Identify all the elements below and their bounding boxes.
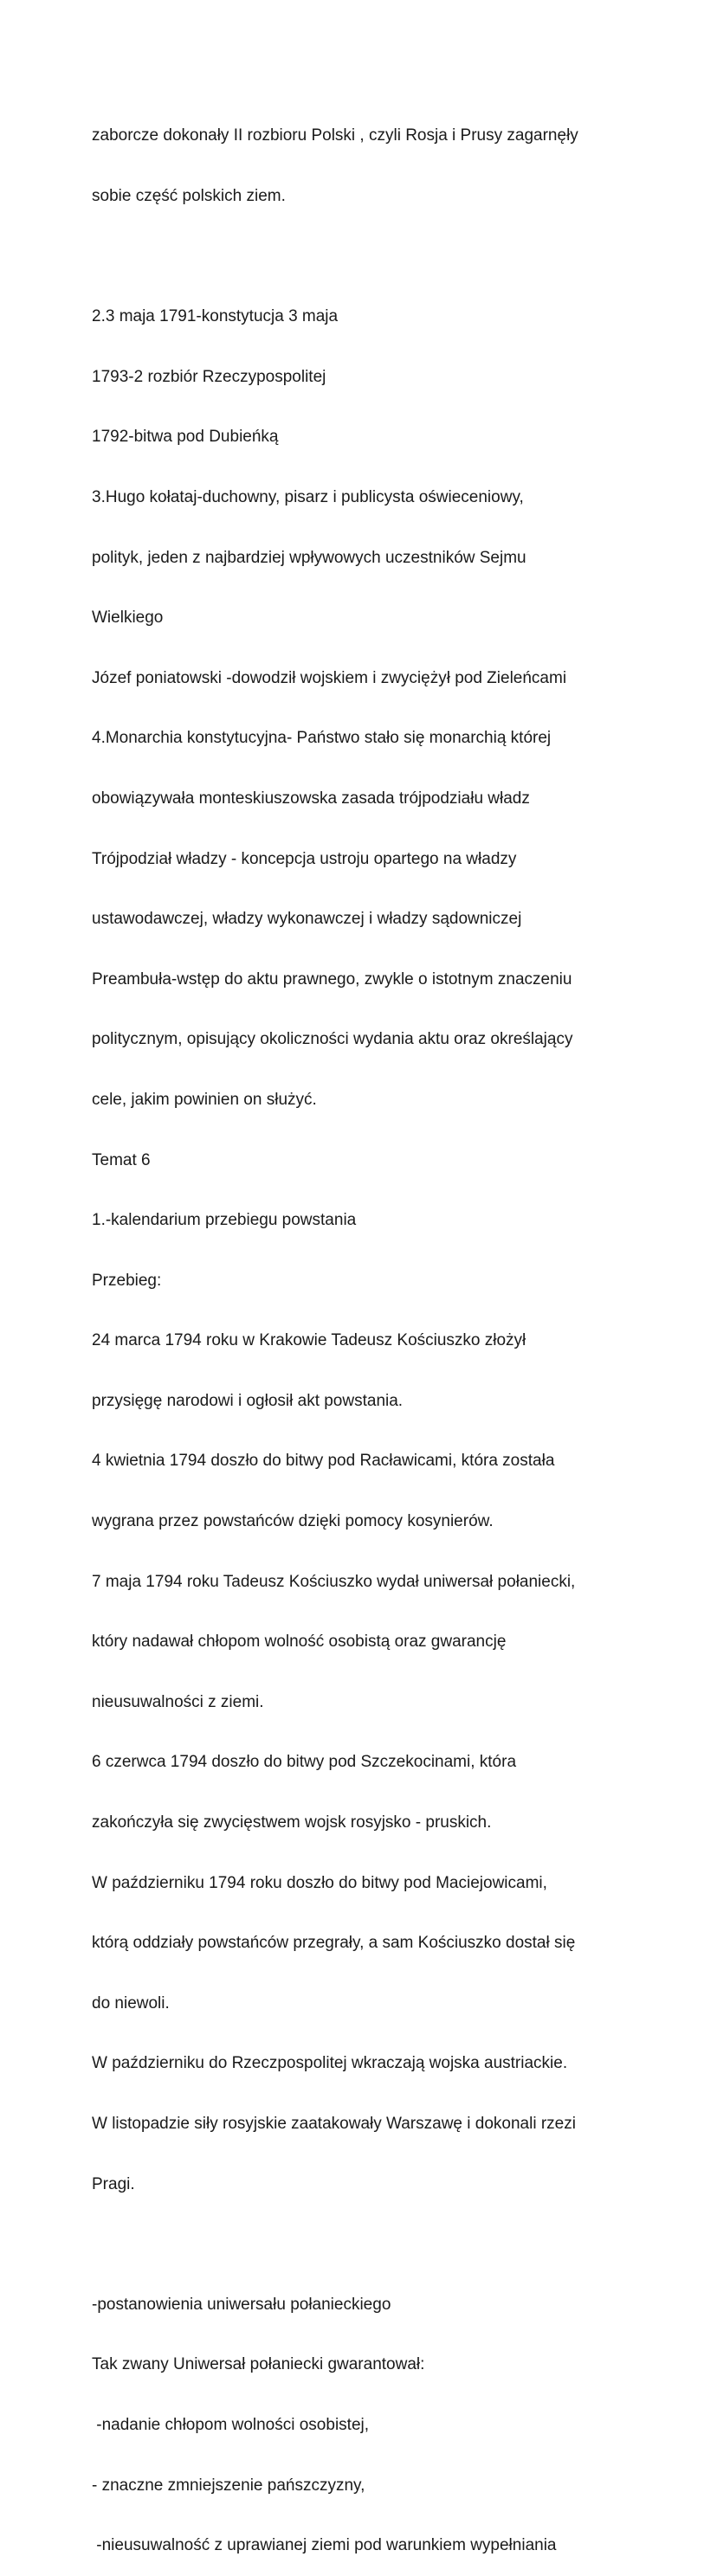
- text-line: W listopadzie siły rosyjskie zaatakowały Warszawę i dokonali rzezi: [92, 2115, 576, 2133]
- text-line: 2.3 maja 1791-konstytucja 3 maja: [92, 307, 339, 326]
- text-line: -nadanie chłopom wolności osobistej,: [92, 2415, 370, 2434]
- text-line: sobie część polskich ziem.: [92, 187, 286, 205]
- text-line: Tak zwany Uniwersał połaniecki gwarantował:: [92, 2355, 425, 2374]
- text-line: Preambuła-wstęp do aktu prawnego, zwykle o istotnym znaczeniu: [92, 969, 572, 989]
- text-line: 4 kwietnia 1794 doszło do bitwy pod Racławicami, która została: [92, 1452, 555, 1471]
- text-line: -postanowienia uniwersału połanieckiego: [92, 2295, 391, 2314]
- text-line: 3.Hugo kołataj-duchowny, pisarz i publicysta oświeceniowy,: [92, 487, 524, 506]
- text-line: zakończyła się zwycięstwem wojsk rosyjsko - pruskich.: [92, 1813, 492, 1832]
- text-line: polityk, jeden z najbardziej wpływowych uczestników Sejmu: [92, 548, 526, 567]
- section-heading: Temat 6: [92, 1150, 151, 1169]
- text-line: Trójpodział władzy - koncepcja ustroju opartego na władzy: [92, 849, 517, 868]
- text-line: W październiku do Rzeczpospolitej wkraczają wojska austriackie.: [92, 2054, 568, 2073]
- blank-line: [92, 247, 698, 267]
- text-line: 6 czerwca 1794 doszło do bitwy pod Szczekocinami, która: [92, 1753, 517, 1772]
- text-line: -nieusuwalność z uprawianej ziemi pod warunkiem wypełniania: [92, 2536, 557, 2555]
- text-line: 7 maja 1794 roku Tadeusz Kościuszko wydał uniwersał połaniecki,: [92, 1572, 576, 1591]
- text-line: 24 marca 1794 roku w Krakowie Tadeusz Kościuszko złożył: [92, 1331, 526, 1350]
- text-line: 1792-bitwa pod Dubieńką: [92, 428, 279, 447]
- text-line: którą oddziały powstańców przegrały, a sam Kościuszko dostał się: [92, 1934, 576, 1953]
- text-line: politycznym, opisujący okoliczności wydania aktu oraz określający: [92, 1030, 573, 1049]
- text-line: W październiku 1794 roku doszło do bitwy pod Maciejowicami,: [92, 1873, 547, 1892]
- text-line: 1.-kalendarium przebiegu powstania: [92, 1211, 357, 1230]
- text-line: 4.Monarchia konstytucyjna- Państwo stało się monarchią której: [92, 729, 552, 748]
- text-line: wygrana przez powstańców dzięki pomocy kosynierów.: [92, 1512, 494, 1531]
- text-line: Pragi.: [92, 2174, 135, 2193]
- text-line: Wielkiego: [92, 609, 164, 628]
- text-line: 1793-2 rozbiór Rzeczypospolitej: [92, 367, 326, 386]
- document-page: [92, 86, 698, 2576]
- text-line: obowiązywała monteskiuszowska zasada trójpodziału władz: [92, 789, 530, 808]
- text-line: nieusuwalności z ziemi.: [92, 1692, 264, 1711]
- text-line: zaborcze dokonały II rozbioru Polski , czyli Rosja i Prusy zagarnęły: [92, 126, 578, 145]
- text-line: do niewoli.: [92, 1993, 170, 2012]
- text-line: ustawodawczej, władzy wykonawczej i władzy sądowniczej: [92, 910, 522, 929]
- blank-line: [92, 2234, 698, 2254]
- text-line: przysięgę narodowi i ogłosił akt powstania.: [92, 1391, 404, 1410]
- text-line: Józef poniatowski -dowodził wojskiem i zwyciężył pod Zieleńcami: [92, 668, 567, 687]
- text-line: który nadawał chłopom wolność osobistą oraz gwarancję: [92, 1633, 507, 1652]
- text-line: cele, jakim powinien on służyć.: [92, 1090, 317, 1109]
- text-line: - znaczne zmniejszenie pańszczyzny,: [92, 2476, 365, 2495]
- text-line: Przebieg:: [92, 1271, 162, 1290]
